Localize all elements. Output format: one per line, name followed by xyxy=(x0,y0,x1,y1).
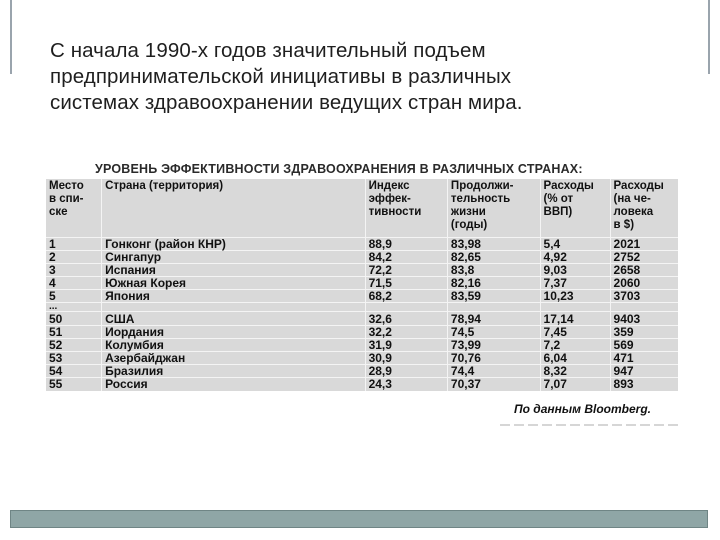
cell-life: 83,8 xyxy=(447,263,540,276)
header-index xyxy=(365,179,447,237)
header-rank-line: Место xyxy=(49,180,84,192)
table-row xyxy=(46,378,678,391)
cell-usd: 893 xyxy=(610,378,678,391)
gap-cell xyxy=(540,303,610,312)
table-row xyxy=(46,312,678,325)
header-life-expectancy-line: тельность xyxy=(450,193,511,205)
header-rank-line: ске xyxy=(49,206,68,218)
cell-rank: 3 xyxy=(46,263,102,276)
header-rank xyxy=(46,179,102,237)
gap-marker: ... xyxy=(46,303,102,312)
header-spend-per-capita-line: Расходы xyxy=(613,180,664,192)
cell-country: Колумбия xyxy=(102,338,366,351)
cell-gdp: 7,2 xyxy=(540,338,610,351)
cell-country: США xyxy=(102,312,366,325)
table-row xyxy=(46,237,678,250)
header-spend-gdp-line: Расходы xyxy=(543,180,594,192)
cell-gdp: 7,45 xyxy=(540,325,610,338)
cell-usd: 9403 xyxy=(610,312,678,325)
header-index-line: Индекс xyxy=(368,180,410,192)
cell-country: Россия xyxy=(102,378,366,391)
cell-rank: 5 xyxy=(46,290,102,303)
cell-life: 82,16 xyxy=(447,277,540,290)
header-spend-per-capita-line: ловека xyxy=(613,206,654,218)
gap-cell xyxy=(102,303,366,312)
cell-country: Южная Корея xyxy=(102,277,366,290)
cell-country: Сингапур xyxy=(102,250,366,263)
cell-index: 88,9 xyxy=(365,237,447,250)
header-spend-gdp-line: ВВП) xyxy=(543,206,573,218)
cell-gdp: 9,03 xyxy=(540,263,610,276)
cell-rank: 54 xyxy=(46,365,102,378)
header-country xyxy=(102,179,366,237)
gap-cell xyxy=(447,303,540,312)
table-row xyxy=(46,250,678,263)
table-row xyxy=(46,325,678,338)
table-row xyxy=(46,365,678,378)
cell-country: Гонконг (район КНР) xyxy=(102,237,366,250)
cell-index: 28,9 xyxy=(365,365,447,378)
cell-index: 32,6 xyxy=(365,312,447,325)
cell-life: 70,37 xyxy=(447,378,540,391)
cell-country: Бразилия xyxy=(102,365,366,378)
header-life-expectancy-line: Продолжи- xyxy=(450,180,514,192)
cell-rank: 51 xyxy=(46,325,102,338)
cell-usd: 471 xyxy=(610,352,678,365)
cell-rank: 4 xyxy=(46,277,102,290)
table-row xyxy=(46,277,678,290)
cell-country: Иордания xyxy=(102,325,366,338)
header-life-expectancy-line: жизни xyxy=(450,206,486,218)
cell-life: 83,59 xyxy=(447,290,540,303)
cell-gdp: 10,23 xyxy=(540,290,610,303)
cell-index: 72,2 xyxy=(365,263,447,276)
slide-footer-bar xyxy=(10,510,708,528)
cell-life: 73,99 xyxy=(447,338,540,351)
header-life-expectancy xyxy=(447,179,540,237)
cell-gdp: 6,04 xyxy=(540,352,610,365)
health-efficiency-table xyxy=(46,179,678,391)
cell-usd: 947 xyxy=(610,365,678,378)
heading-line-2: предпринимательской инициативы в различных xyxy=(50,65,512,88)
cell-country: Япония xyxy=(102,290,366,303)
cell-gdp: 8,32 xyxy=(540,365,610,378)
slide-heading xyxy=(50,38,690,116)
cell-life: 82,65 xyxy=(447,250,540,263)
table-header-row xyxy=(46,179,678,237)
header-life-expectancy-line: (годы) xyxy=(450,219,488,231)
header-spend-per-capita-line: в $) xyxy=(613,219,635,231)
cell-gdp: 7,37 xyxy=(540,277,610,290)
cell-usd: 3703 xyxy=(610,290,678,303)
header-index-line: эффек- xyxy=(368,193,411,205)
cell-index: 84,2 xyxy=(365,250,447,263)
cell-index: 30,9 xyxy=(365,352,447,365)
cell-rank: 50 xyxy=(46,312,102,325)
cell-country: Азербайджан xyxy=(102,352,366,365)
cell-rank: 52 xyxy=(46,338,102,351)
source-underline xyxy=(500,424,680,426)
cell-usd: 569 xyxy=(610,338,678,351)
header-rank-line: в спи- xyxy=(49,193,84,205)
table-row xyxy=(46,338,678,351)
slide-frame-left xyxy=(10,0,12,74)
cell-usd: 359 xyxy=(610,325,678,338)
cell-usd: 2060 xyxy=(610,277,678,290)
table-gap-row xyxy=(46,303,678,312)
cell-index: 24,3 xyxy=(365,378,447,391)
cell-life: 74,5 xyxy=(447,325,540,338)
cell-usd: 2658 xyxy=(610,263,678,276)
table-row xyxy=(46,290,678,303)
source-note: По данным Bloomberg. xyxy=(514,402,652,416)
cell-life: 83,98 xyxy=(447,237,540,250)
cell-usd: 2021 xyxy=(610,237,678,250)
header-spend-per-capita-line: (на че- xyxy=(613,193,651,205)
heading-line-1: С начала 1990-х годов значительный подъем xyxy=(50,39,486,62)
slide-frame-right xyxy=(708,0,710,74)
table-row xyxy=(46,352,678,365)
cell-gdp: 17,14 xyxy=(540,312,610,325)
cell-country: Испания xyxy=(102,263,366,276)
cell-gdp: 7,07 xyxy=(540,378,610,391)
cell-usd: 2752 xyxy=(610,250,678,263)
cell-rank: 1 xyxy=(46,237,102,250)
cell-life: 78,94 xyxy=(447,312,540,325)
gap-cell xyxy=(365,303,447,312)
table-row xyxy=(46,263,678,276)
cell-rank: 2 xyxy=(46,250,102,263)
table-body xyxy=(46,237,678,391)
header-spend-per-capita xyxy=(610,179,678,237)
header-index-line: тивности xyxy=(368,206,422,218)
cell-index: 31,9 xyxy=(365,338,447,351)
cell-index: 71,5 xyxy=(365,277,447,290)
gap-cell xyxy=(610,303,678,312)
cell-index: 32,2 xyxy=(365,325,447,338)
table-title: УРОВЕНЬ ЭФФЕКТИВНОСТИ ЗДРАВООХРАНЕНИЯ В РАЗЛИЧНЫХ СТРАНАХ: xyxy=(95,162,583,176)
cell-gdp: 4,92 xyxy=(540,250,610,263)
heading-line-3: системах здравоохранении ведущих стран мира. xyxy=(50,91,523,114)
header-spend-gdp xyxy=(540,179,610,237)
cell-gdp: 5,4 xyxy=(540,237,610,250)
cell-index: 68,2 xyxy=(365,290,447,303)
cell-life: 70,76 xyxy=(447,352,540,365)
cell-life: 74,4 xyxy=(447,365,540,378)
cell-rank: 53 xyxy=(46,352,102,365)
header-country-line: Страна (территория) xyxy=(105,180,224,192)
cell-rank: 55 xyxy=(46,378,102,391)
header-spend-gdp-line: (% от xyxy=(543,193,574,205)
